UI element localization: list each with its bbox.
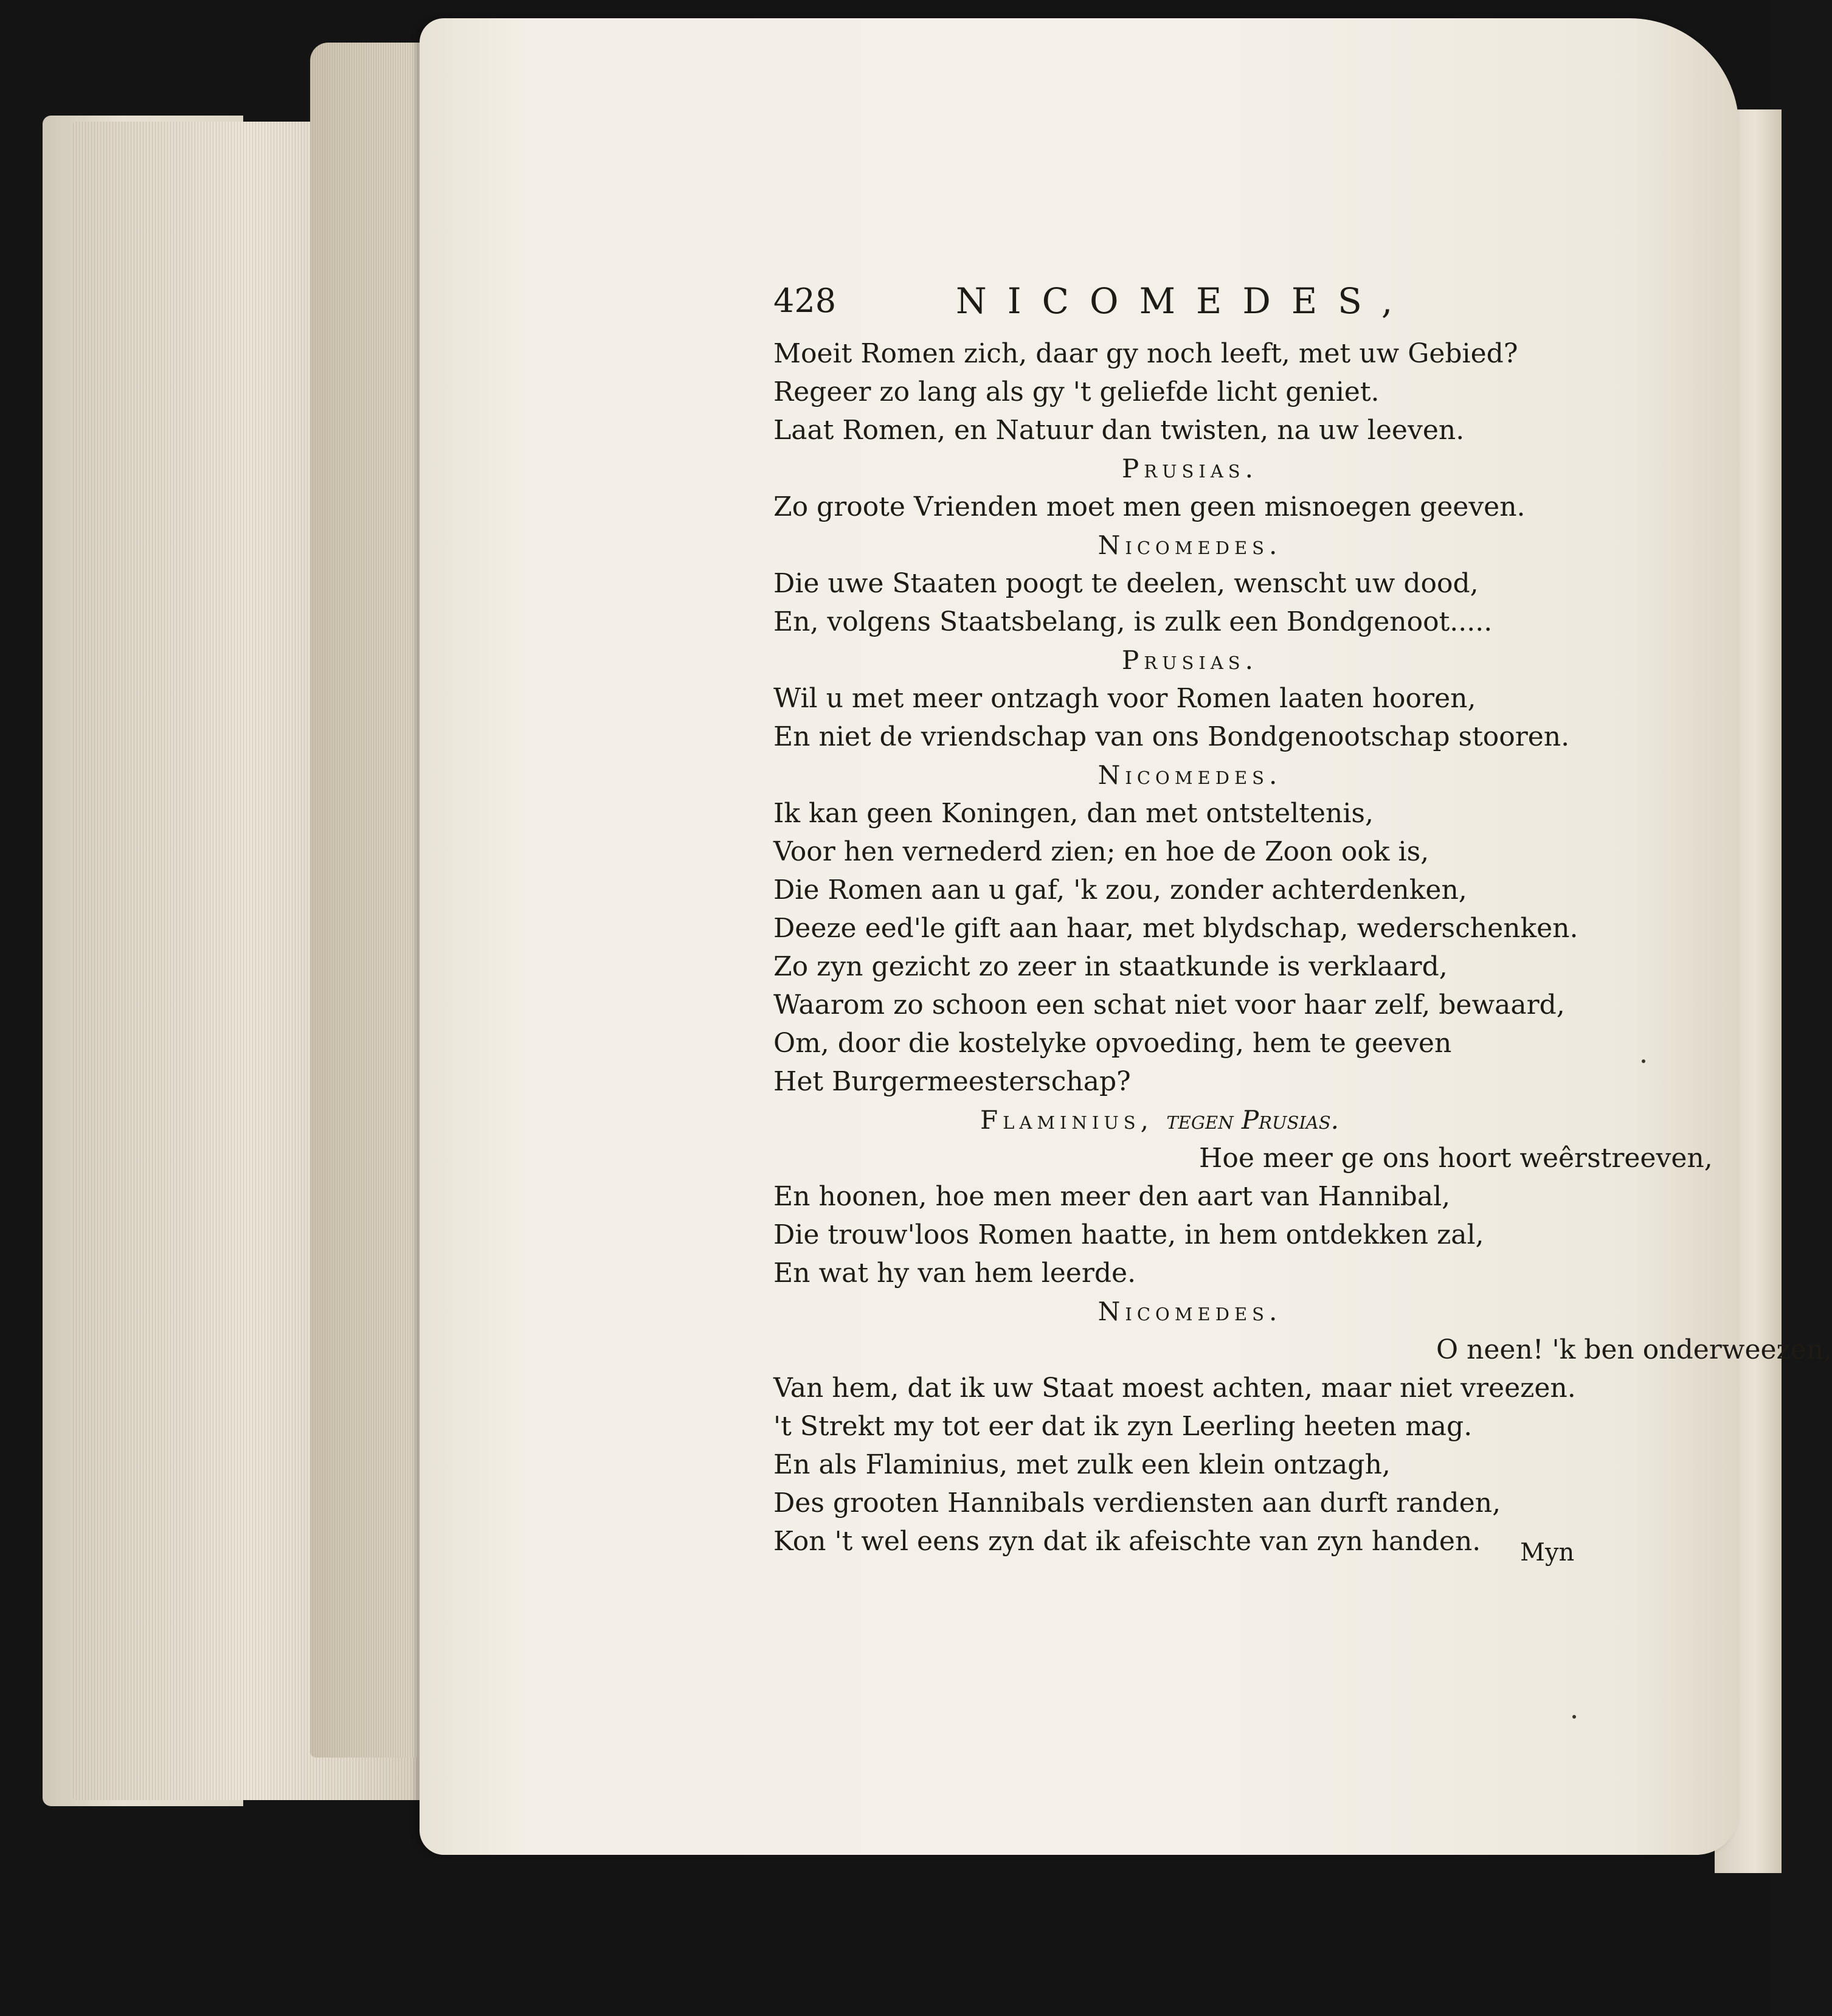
verse-line: Laat Romen, en Natuur dan twisten, na uw leeven. bbox=[773, 415, 1465, 446]
verse-line: Die trouw'loos Romen haatte, in hem ontdekken zal, bbox=[773, 1219, 1484, 1250]
verse-line: Des grooten Hannibals verdiensten aan durft randen, bbox=[773, 1488, 1501, 1519]
verse-line: Hoe meer ge ons hoort weêrstreeven, bbox=[1199, 1143, 1713, 1174]
verse-line: En als Flaminius, met zulk een klein ontzagh, bbox=[773, 1449, 1391, 1480]
verse-line: Deeze eed'le gift aan haar, met blydschap, wederschenken. bbox=[773, 913, 1578, 944]
page-number: 428 bbox=[773, 282, 837, 320]
verse-line: En niet de vriendschap van ons Bondgenootschap stooren. bbox=[773, 721, 1570, 752]
verse-line: O neen! 'k ben onderweezen, bbox=[1436, 1334, 1832, 1365]
verse-line: Die uwe Staaten poogt te deelen, wenscht uw dood, bbox=[773, 568, 1479, 599]
verse-line: Regeer zo lang als gy 't geliefde licht geniet. bbox=[773, 376, 1380, 407]
verse-line: En hoonen, hoe men meer den aart van Hannibal, bbox=[773, 1181, 1451, 1212]
verse-line: Het Burgermeesterschap? bbox=[773, 1066, 1131, 1097]
verse-line: Moeit Romen zich, daar gy noch leeft, met uw Gebied? bbox=[773, 338, 1518, 369]
speaker-heading bbox=[773, 1101, 1606, 1139]
catchword: Myn bbox=[1520, 1539, 1575, 1567]
speaker-heading: Prusias. bbox=[1121, 645, 1259, 675]
speaker-heading: Nicomedes. bbox=[1097, 760, 1282, 790]
verse-line: Zo groote Vrienden moet men geen misnoegen geeven. bbox=[773, 491, 1526, 522]
verse-line: Van hem, dat ik uw Staat moest achten, maar niet vreezen. bbox=[773, 1373, 1576, 1404]
speaker-heading: Nicomedes. bbox=[1097, 1297, 1282, 1326]
speaker-heading: Prusias. bbox=[1121, 454, 1259, 483]
verse-line: En wat hy van hem leerde. bbox=[773, 1258, 1136, 1289]
speaker-heading: Nicomedes. bbox=[1097, 530, 1282, 560]
verse-line: Wil u met meer ontzagh voor Romen laaten hooren, bbox=[773, 683, 1476, 714]
running-head: NICOMEDES, bbox=[956, 280, 1414, 322]
verse-line: Zo zyn gezicht zo zeer in staatkunde is verklaard, bbox=[773, 951, 1448, 982]
verse-line: Ik kan geen Koningen, dan met ontsteltenis, bbox=[773, 798, 1374, 829]
verse-line: Die Romen aan u gaf, 'k zou, zonder achterdenken, bbox=[773, 875, 1467, 906]
page-header bbox=[773, 280, 1606, 334]
verse-line: Waarom zo schoon een schat niet voor haar zelf, bewaard, bbox=[773, 989, 1565, 1020]
speaker-name: Flaminius, bbox=[980, 1105, 1153, 1135]
verse-line: En, volgens Staatsbelang, is zulk een Bondgenoot..... bbox=[773, 606, 1493, 637]
verse-body bbox=[773, 334, 1832, 1560]
verse-line: Om, door die kostelyke opvoeding, hem te geeven bbox=[773, 1028, 1452, 1059]
page-text bbox=[773, 280, 1832, 1560]
verse-line: 't Strekt my tot eer dat ik zyn Leerling heeten mag. bbox=[773, 1411, 1473, 1442]
verse-line: Kon 't wel eens zyn dat ik afeischte van zyn handen. bbox=[773, 1526, 1481, 1557]
verse-line: Voor hen vernederd zien; en hoe de Zoon ook is, bbox=[773, 836, 1429, 867]
stage-direction: tegen Prusias. bbox=[1166, 1105, 1339, 1135]
ink-speck bbox=[1642, 1059, 1645, 1063]
ink-speck bbox=[1572, 1715, 1576, 1719]
